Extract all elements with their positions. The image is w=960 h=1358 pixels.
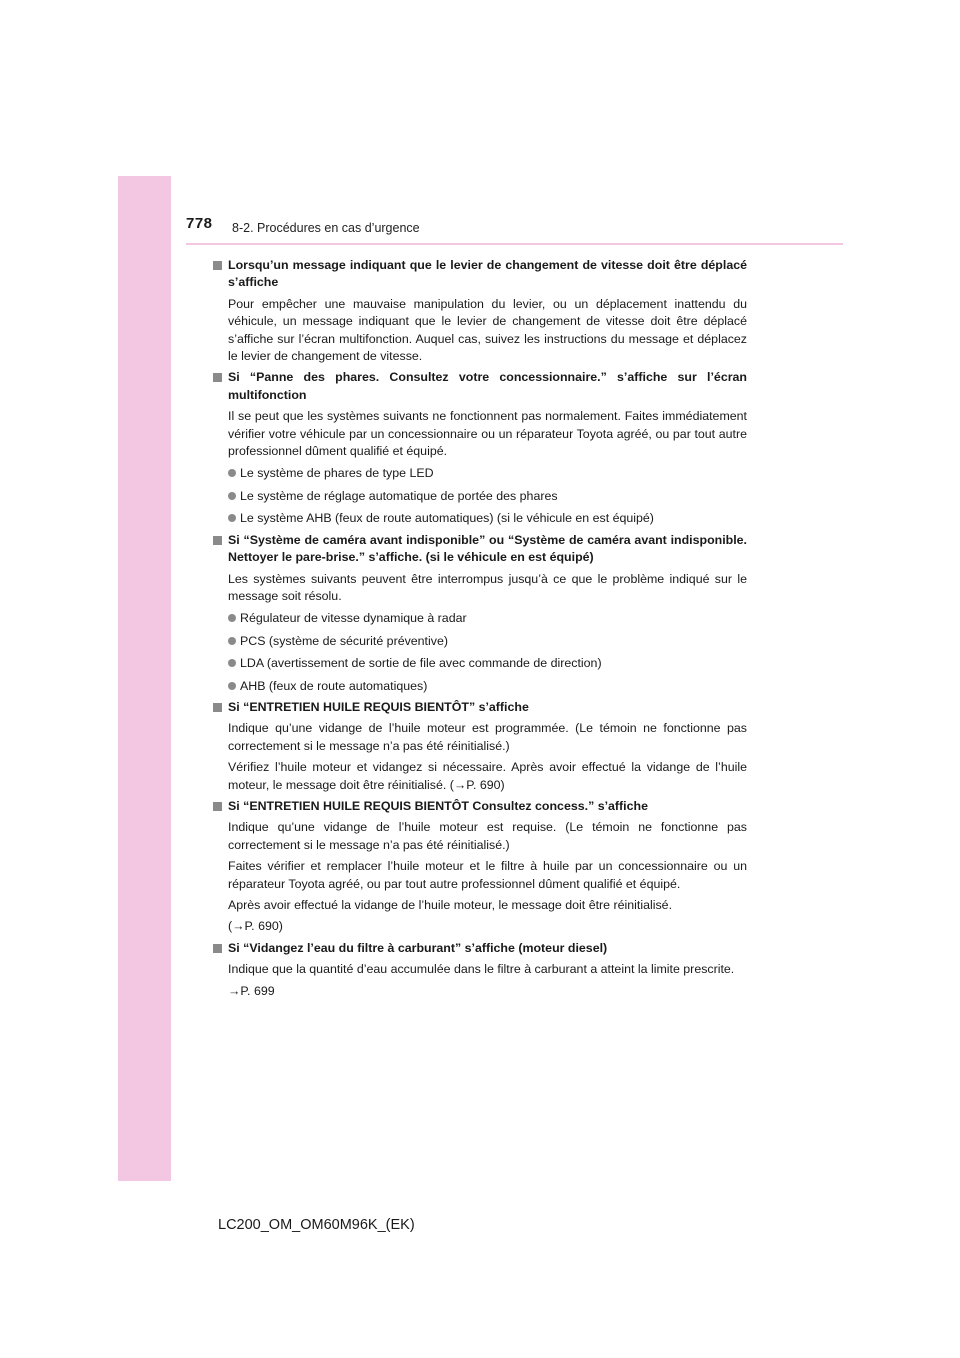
section-heading — [211, 798, 747, 815]
list-item — [211, 655, 747, 672]
square-bullet-icon — [213, 536, 222, 545]
body-paragraph: Les systèmes suivants peuvent être interrompus jusqu’à ce que le problème indiqué sur le message soit résolu. — [228, 571, 747, 603]
square-bullet-icon — [213, 373, 222, 382]
list-item-text: LDA (avertissement de sortie de file avec commande de direction) — [240, 656, 602, 671]
list-item-text: Le système AHB (feux de route automatiques) (si le véhicule en est équipé) — [240, 511, 654, 526]
margin-tab — [118, 176, 171, 1181]
section-heading-text: Si “ENTRETIEN HUILE REQUIS BIENTÔT” s’affiche — [228, 699, 529, 714]
list-item-text: Le système de réglage automatique de portée des phares — [240, 488, 558, 503]
list-item — [211, 610, 747, 627]
section-heading — [211, 369, 747, 404]
body-paragraph: Il se peut que les systèmes suivants ne fonctionnent pas normalement. Faites immédiatement vérifier votre véhicule par un concessionnaire ou un réparateur Toyota agréé, ou par tout autre professionnel dûment qualifié et équipé. — [228, 409, 747, 459]
square-bullet-icon — [213, 261, 222, 270]
body-paragraph: Indique qu’une vidange de l’huile moteur est programmée. (Le témoin ne fonctionne pas correctement si le message n’a pas été réinitialisé.) — [228, 721, 747, 753]
list-item-text: PCS (système de sécurité préventive) — [240, 633, 448, 648]
list-item — [211, 488, 747, 505]
list-item-text: Le système de phares de type LED — [240, 466, 434, 481]
page-number: 778 — [186, 215, 213, 232]
section-title: 8-2. Procédures en cas d’urgence — [232, 221, 420, 235]
content-body — [211, 253, 747, 1000]
body-paragraph: Indique que la quantité d’eau accumulée dans le filtre à carburant a atteint la limite prescrite. — [228, 962, 735, 977]
list-item-text: AHB (feux de route automatiques) — [240, 678, 428, 693]
list-item — [211, 678, 747, 695]
round-bullet-icon — [228, 614, 236, 622]
section-heading-text: Lorsqu’un message indiquant que le levier de changement de vitesse doit être déplacé s’affiche — [228, 258, 747, 290]
header-divider — [186, 243, 843, 245]
section-heading — [211, 257, 747, 292]
body-paragraph: Vérifiez l’huile moteur et vidangez si nécessaire. Après avoir effectué la vidange de l’huile moteur, le message doit être réinitialisé. (→P. 690) — [228, 760, 747, 792]
section-heading-text: Si “Vidangez l’eau du filtre à carburant” s’affiche (moteur diesel) — [228, 940, 608, 955]
round-bullet-icon — [228, 637, 236, 645]
round-bullet-icon — [228, 682, 236, 690]
round-bullet-icon — [228, 514, 236, 522]
document-code: LC200_OM_OM60M96K_(EK) — [218, 1217, 415, 1233]
body-paragraph: (→P. 690) — [228, 919, 283, 934]
body-paragraph: Après avoir effectué la vidange de l’huile moteur, le message doit être réinitialisé. — [228, 898, 673, 912]
square-bullet-icon — [213, 703, 222, 712]
list-item — [211, 510, 747, 527]
body-paragraph: →P. 699 — [228, 983, 275, 998]
list-item-text: Régulateur de vitesse dynamique à radar — [240, 611, 467, 626]
body-paragraph: Faites vérifier et remplacer l’huile moteur et le filtre à huile par un concessionnaire ou un réparateur Toyota agréé, ou par tout autre professionnel dûment qualifié et équipé. — [228, 859, 747, 891]
section-heading-text: Si “Panne des phares. Consultez votre concessionnaire.” s’affiche sur l’écran multifonction — [228, 370, 747, 402]
section-heading — [211, 532, 747, 567]
section-heading — [211, 940, 747, 957]
list-item — [211, 465, 747, 482]
square-bullet-icon — [213, 802, 222, 811]
section-heading-text: Si “ENTRETIEN HUILE REQUIS BIENTÔT Consultez concess.” s’affiche — [228, 798, 648, 813]
section-heading — [211, 699, 747, 716]
square-bullet-icon — [213, 944, 222, 953]
body-paragraph: Pour empêcher une mauvaise manipulation du levier, ou un déplacement inattendu du véhicule, un message indiquant que le levier de changement de vitesse doit être déplacé s’affiche sur l’écran multifonction. Auquel cas, suivez les instructions du message et déplacez le levier de changement de vitesse. — [228, 296, 747, 364]
round-bullet-icon — [228, 469, 236, 477]
list-item — [211, 633, 747, 650]
section-heading-text: Si “Système de caméra avant indisponible” ou “Système de caméra avant indisponible. Nettoyer le pare-brise.” s’affiche. (si le véhicule en est équipé) — [228, 532, 747, 565]
body-paragraph: Indique qu’une vidange de l’huile moteur est requise. (Le témoin ne fonctionne pas correctement si le message n’a pas été réinitialisé.) — [228, 820, 747, 852]
round-bullet-icon — [228, 492, 236, 500]
round-bullet-icon — [228, 659, 236, 667]
